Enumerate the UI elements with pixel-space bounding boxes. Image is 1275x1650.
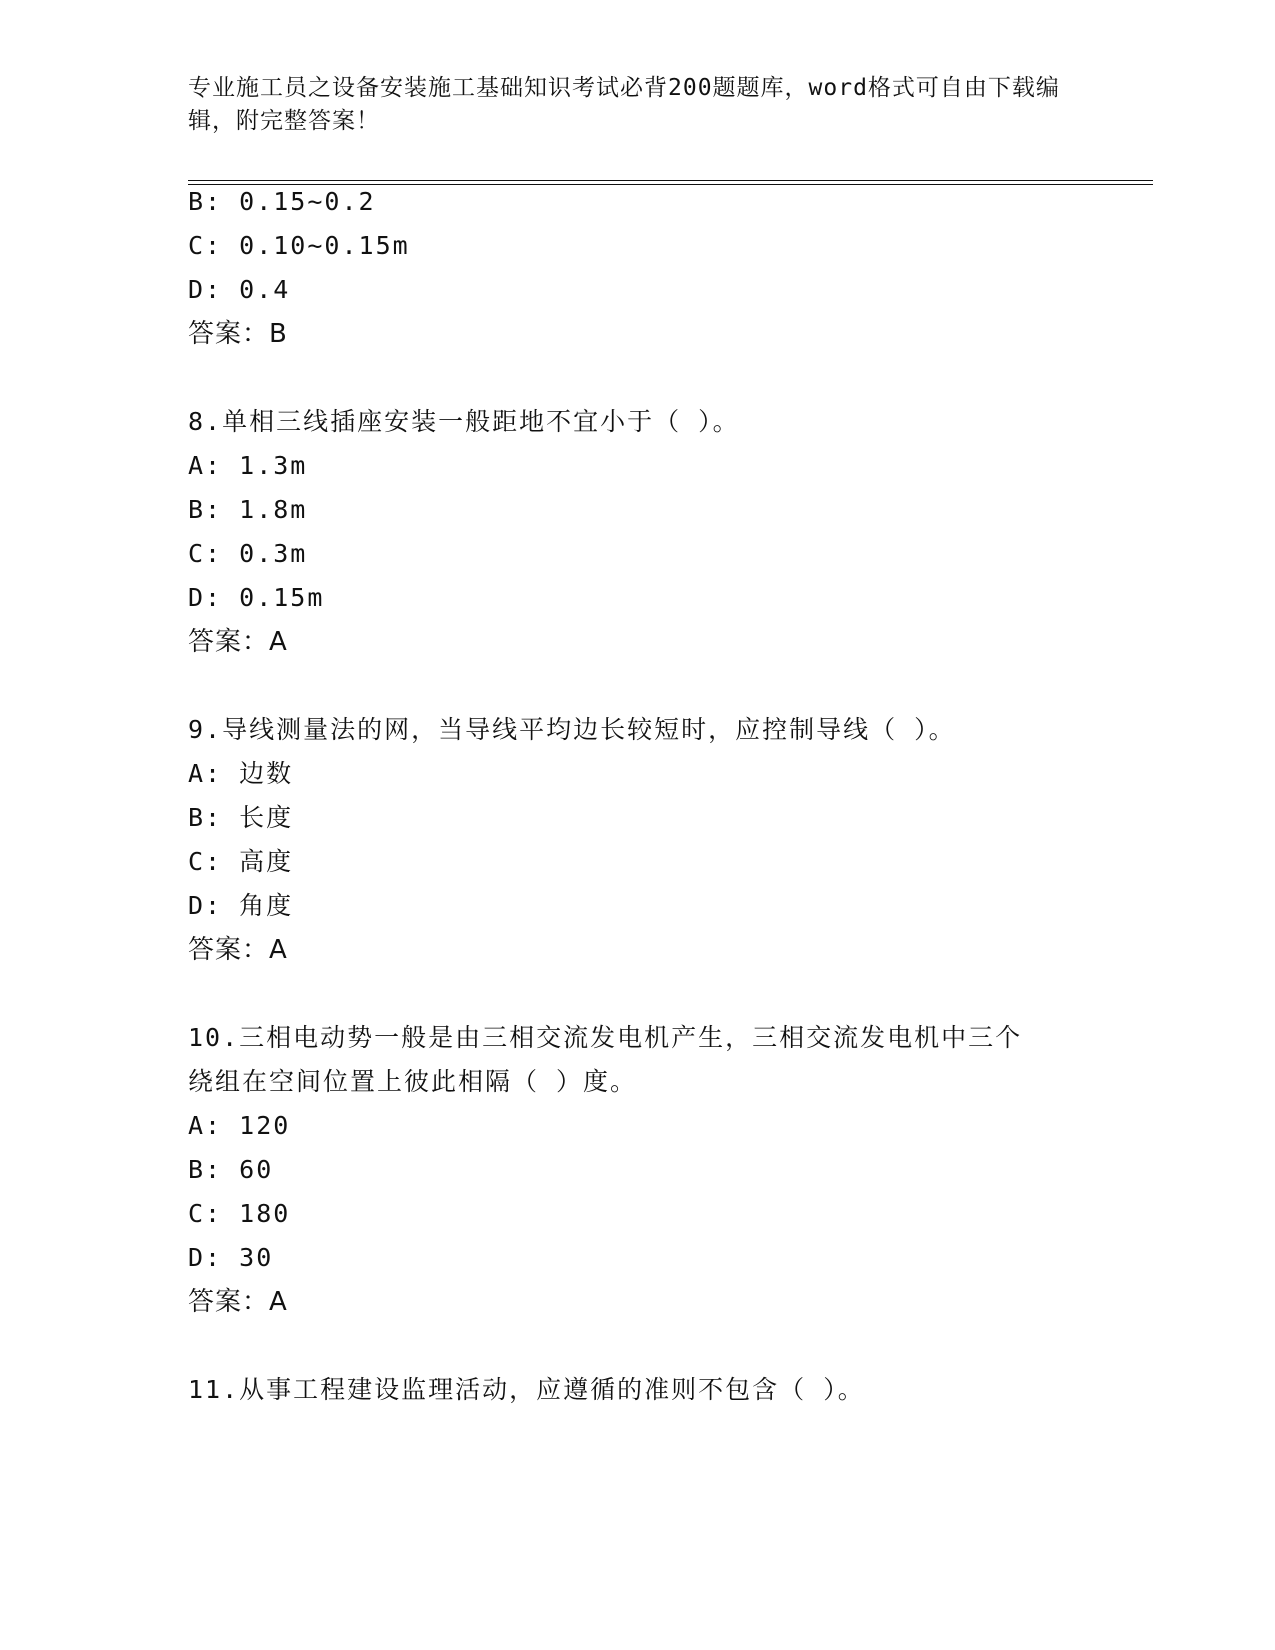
header-rule-bottom — [188, 184, 1153, 185]
q8-option-a: A: 1.3m — [188, 451, 308, 480]
q10-answer: 答案：A — [188, 1287, 288, 1317]
q7-answer: 答案：B — [188, 319, 288, 349]
q10-option-b: B: 60 — [188, 1155, 274, 1184]
q8-answer: 答案：A — [188, 627, 288, 657]
q11-stem: 11.从事工程建设监理活动，应遵循的准则不包含（ ）。 — [188, 1375, 865, 1404]
q9-option-a: A: 边数 — [188, 759, 294, 788]
q9-option-c: C: 高度 — [188, 847, 294, 876]
q9-stem: 9.导线测量法的网，当导线平均边长较短时，应控制导线（ ）。 — [188, 715, 956, 744]
q8-option-b: B: 1.8m — [188, 495, 308, 524]
q7-option-b: B: 0.15~0.2 — [188, 187, 376, 216]
q8-stem: 8.单相三线插座安装一般距地不宜小于（ ）。 — [188, 407, 740, 436]
q10-option-c: C: 180 — [188, 1199, 291, 1228]
q7-option-d: D: 0.4 — [188, 275, 291, 304]
q7-option-c: C: 0.10~0.15m — [188, 231, 410, 260]
q10-stem-line2: 绕组在空间位置上彼此相隔（ ）度。 — [188, 1067, 638, 1096]
q9-option-d: D: 角度 — [188, 891, 294, 920]
q9-option-b: B: 长度 — [188, 803, 294, 832]
q10-option-d: D: 30 — [188, 1243, 274, 1272]
q9-answer: 答案：A — [188, 935, 288, 965]
q10-option-a: A: 120 — [188, 1111, 291, 1140]
q8-option-d: D: 0.15m — [188, 583, 325, 612]
header-rule-top — [188, 180, 1153, 181]
page-header-title: 专业施工员之设备安装施工基础知识考试必背200题题库，word格式可自由下载编辑，附完整答案！ — [188, 75, 1060, 134]
q10-stem-line1: 10.三相电动势一般是由三相交流发电机产生，三相交流发电机中三个 — [188, 1023, 1023, 1052]
q8-option-c: C: 0.3m — [188, 539, 308, 568]
